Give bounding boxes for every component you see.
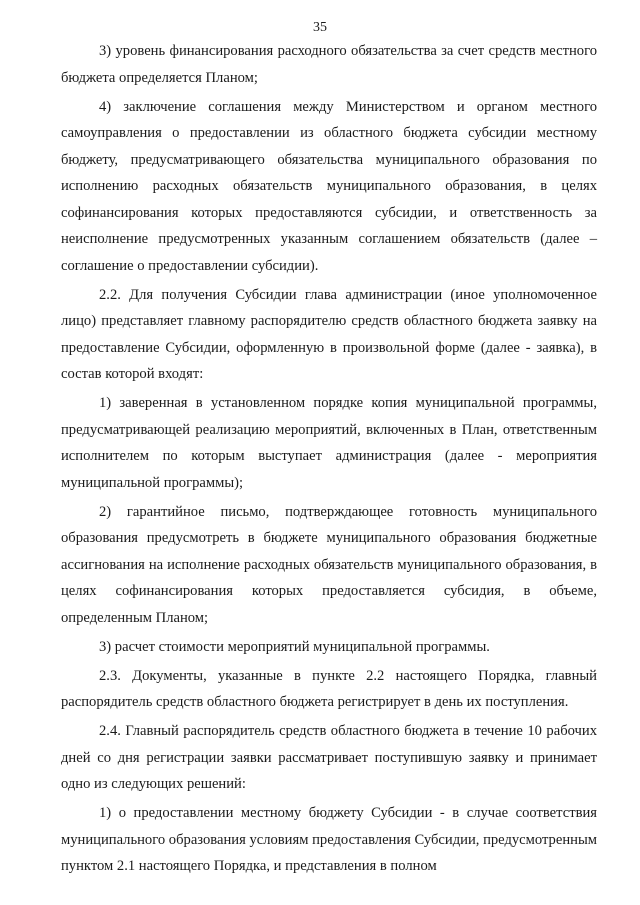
paragraph-2-4-review: 2.4. Главный распорядитель средств областного бюджета в течение 10 рабочих дней со дня регистрации заявки рассматривает поступившую заявку и принимает одно из следующих решений: xyxy=(61,723,597,792)
paragraph-item-4-agreement: 4) заключение соглашения между Министерством и органом местного самоуправления о предоставлении из областного бюджета субсидии местному бюджету, предусматривающего обязательства муниципального образования по исполнению расходных обязательств муниципального образования, в целях софинансирования которых предоставляются субсидии, и ответственность за неисполнение предусмотренных указанным соглашением обязательств (далее – соглашение о предоставлении субсидии). xyxy=(61,98,597,274)
paragraph-list-1-program-copy: 1) заверенная в установленном порядке копия муниципальной программы, предусматривающей реализацию мероприятий, включенных в План, ответственным исполнителем по которым выступает администрация (далее - мероприятия муниципальной программы); xyxy=(61,395,597,491)
paragraph-decision-1-subsidy: 1) о предоставлении местному бюджету Субсидии - в случае соответствия муниципального образования условиям предоставления Субсидии, предусмотренным пунктом 2.1 настоящего Порядка, и представления в полном xyxy=(61,805,597,874)
paragraph-list-2-guarantee-letter: 2) гарантийное письмо, подтверждающее готовность муниципального образования предусмотреть в бюджете муниципального образования бюджетные ассигнования на исполнение расходных обязательств муниципального образования, в целях софинансирования которых предоставляется субсидия, в объеме, определенным Планом; xyxy=(61,503,597,626)
paragraph-list-3-cost-calculation: 3) расчет стоимости мероприятий муниципальной программы. xyxy=(99,638,490,655)
document-body xyxy=(61,38,597,882)
page-number: 35 xyxy=(313,20,327,35)
paragraph-2-2-application: 2.2. Для получения Субсидии глава администрации (иное уполномоченное лицо) представляет главному распорядителю средств областного бюджета заявку на предоставление Субсидии, оформленную в произвольной форме (далее - заявка), в состав которой входят: xyxy=(61,286,597,382)
paragraph-item-3-funding-level: 3) уровень финансирования расходного обязательства за счет средств местного бюджета определяется Планом; xyxy=(61,43,597,86)
paragraph-2-3-registration: 2.3. Документы, указанные в пункте 2.2 настоящего Порядка, главный распорядитель средств областного бюджета регистрирует в день их поступления. xyxy=(61,667,597,710)
